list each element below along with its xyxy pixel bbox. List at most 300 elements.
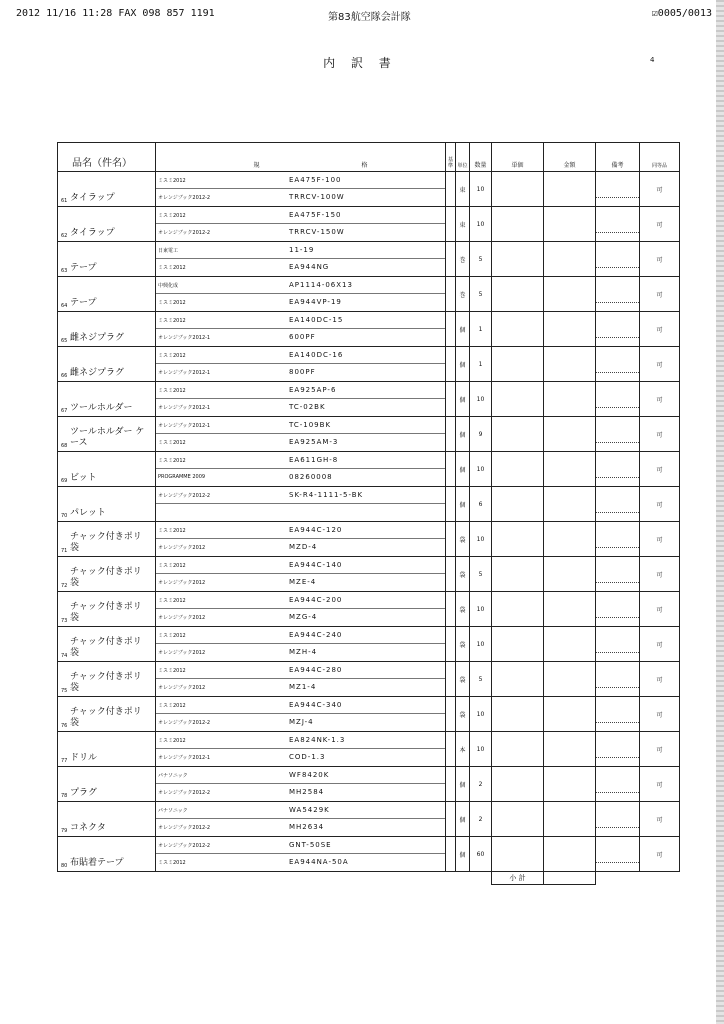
table-row — [58, 172, 691, 207]
spec-line — [156, 609, 445, 625]
same-as-mark: 可 — [640, 662, 680, 697]
item-name: テープ — [70, 263, 97, 273]
item-name: 雌ネジプラグ — [70, 368, 125, 378]
unit-price-cell — [492, 767, 544, 802]
unit-price-cell — [492, 627, 544, 662]
table-row — [58, 382, 691, 417]
remarks-cell — [596, 557, 640, 592]
table-row — [58, 347, 691, 382]
remarks-cell — [596, 837, 640, 872]
spec-maker: ミスミ2012 — [158, 703, 186, 709]
unit-cell: 本 — [456, 732, 470, 767]
approval-cell — [446, 697, 456, 732]
spec-model: TC-109BK — [289, 421, 332, 429]
remarks-line — [596, 216, 639, 233]
approval-cell — [446, 382, 456, 417]
row-number: 75 — [61, 688, 68, 694]
amount-cell — [544, 732, 596, 767]
spec-cell — [156, 417, 446, 452]
subtotal-spacer-right — [596, 872, 680, 885]
spec-model: EA944C-120 — [289, 526, 343, 534]
same-as-mark: 可 — [640, 452, 680, 487]
row-number: 79 — [61, 828, 68, 834]
spec-model: WA5429K — [289, 806, 330, 814]
spec-cell — [156, 627, 446, 662]
spec-maker: オレンジブック2012 — [158, 615, 206, 621]
remarks-line — [596, 846, 639, 863]
fax-header — [10, 6, 716, 22]
table-row — [58, 487, 691, 522]
unit-cell: 個 — [456, 347, 470, 382]
qty-cell: 5 — [470, 242, 492, 277]
spec-cell — [156, 487, 446, 522]
spec-line — [156, 784, 445, 800]
unit-price-cell — [492, 522, 544, 557]
spec-line — [156, 399, 445, 415]
spec-cell — [156, 802, 446, 837]
amount-cell — [544, 312, 596, 347]
qty-cell: 10 — [470, 172, 492, 207]
spec-maker: オレンジブック2012 — [158, 580, 206, 586]
row-number: 71 — [61, 548, 68, 554]
spec-line — [156, 312, 445, 329]
spec-model: WF8420K — [289, 771, 330, 779]
spec-line — [156, 452, 445, 469]
spec-maker: オレンジブック2012-2 — [158, 195, 211, 201]
qty-cell: 9 — [470, 417, 492, 452]
spec-model: 600PF — [289, 333, 316, 341]
spec-maker: ミスミ2012 — [158, 213, 186, 219]
remarks-cell — [596, 312, 640, 347]
spec-line — [156, 714, 445, 730]
item-name: プラグ — [70, 788, 98, 798]
item-name-cell — [58, 207, 156, 242]
unit-cell: 個 — [456, 802, 470, 837]
spec-cell — [156, 277, 446, 312]
item-name: チャック付きポリ 袋 — [70, 707, 142, 728]
spec-model: EA944NG — [289, 263, 330, 271]
item-name: ドリル — [70, 753, 98, 763]
table-row — [58, 417, 691, 452]
spec-maker: オレンジブック2012-1 — [158, 335, 211, 341]
item-name: チャック付きポリ 袋 — [70, 567, 142, 588]
spec-model: 800PF — [289, 368, 316, 376]
spec-cell — [156, 557, 446, 592]
spec-model: EA944C-340 — [289, 701, 343, 709]
spec-model: EA944C-280 — [289, 666, 343, 674]
spec-model: TRRCV-100W — [289, 193, 345, 201]
spec-maker: 日東電工 — [158, 248, 179, 254]
amount-cell — [544, 487, 596, 522]
unit-price-cell — [492, 837, 544, 872]
remarks-line — [596, 321, 639, 338]
item-name-cell — [58, 347, 156, 382]
header-unit-price: 単価 — [492, 143, 544, 172]
spec-line — [156, 347, 445, 364]
same-as-mark: 可 — [640, 837, 680, 872]
subtotal-amount — [544, 872, 596, 885]
itemization-body — [58, 172, 691, 885]
item-name: ツールホルダー — [70, 403, 133, 413]
spec-line — [156, 504, 445, 520]
approval-cell — [446, 487, 456, 522]
unit-price-cell — [492, 557, 544, 592]
header-spec-b: 格 — [361, 162, 368, 169]
row-number: 72 — [61, 583, 68, 589]
remarks-cell — [596, 347, 640, 382]
spec-maker: パナソニック — [158, 808, 188, 814]
spec-line — [156, 417, 445, 434]
spec-maker: ミスミ2012 — [158, 668, 186, 674]
item-name-cell — [58, 837, 156, 872]
amount-cell — [544, 417, 596, 452]
unit-price-cell — [492, 732, 544, 767]
unit-price-cell — [492, 697, 544, 732]
remarks-cell — [596, 452, 640, 487]
amount-cell — [544, 627, 596, 662]
amount-cell — [544, 522, 596, 557]
spec-maker: ミスミ2012 — [158, 353, 186, 359]
remarks-cell — [596, 767, 640, 802]
unit-price-cell — [492, 242, 544, 277]
spec-maker: オレンジブック2012-2 — [158, 230, 211, 236]
remarks-cell — [596, 697, 640, 732]
qty-cell: 10 — [470, 452, 492, 487]
item-name: チャック付きポリ 袋 — [70, 672, 142, 693]
unit-price-cell — [492, 277, 544, 312]
amount-cell — [544, 452, 596, 487]
spec-cell — [156, 312, 446, 347]
header-unit: 単位 — [456, 143, 470, 172]
remarks-line — [596, 811, 639, 828]
item-name-cell — [58, 697, 156, 732]
item-name: 雌ネジプラグ — [70, 333, 125, 343]
table-header-row — [58, 143, 691, 172]
table-row — [58, 207, 691, 242]
remarks-cell — [596, 207, 640, 242]
spec-line — [156, 172, 445, 189]
item-name: コネクタ — [70, 823, 106, 833]
fax-timestamp: 2012 11/16 11:28 FAX 098 857 1191 — [16, 8, 215, 19]
subtotal-spacer — [58, 872, 492, 885]
table-row — [58, 732, 691, 767]
amount-cell — [544, 242, 596, 277]
table-row — [58, 662, 691, 697]
row-number: 73 — [61, 618, 68, 624]
row-number: 63 — [61, 268, 68, 274]
remarks-line — [596, 776, 639, 793]
remarks-cell — [596, 382, 640, 417]
spec-model: EA140DC-16 — [289, 351, 344, 359]
approval-cell — [446, 452, 456, 487]
table-row — [58, 242, 691, 277]
spec-line — [156, 189, 445, 205]
spec-maker: オレンジブック2012-2 — [158, 843, 211, 849]
item-name-cell — [58, 452, 156, 487]
same-as-mark: 可 — [640, 277, 680, 312]
remarks-line — [596, 426, 639, 443]
table-row — [58, 627, 691, 662]
remarks-cell — [596, 172, 640, 207]
item-name-cell — [58, 802, 156, 837]
item-name-cell — [58, 487, 156, 522]
page-title: 内 訳 書 — [323, 56, 397, 70]
remarks-line — [596, 251, 639, 268]
spec-model: AP1114-06X13 — [289, 281, 353, 289]
spec-line — [156, 802, 445, 819]
spec-maker: オレンジブック2012 — [158, 685, 206, 691]
spec-model: 08260008 — [289, 473, 333, 481]
spec-maker: ミスミ2012 — [158, 598, 186, 604]
item-name: タイラップ — [70, 193, 115, 203]
spec-cell — [156, 837, 446, 872]
spec-line — [156, 749, 445, 765]
spec-maker: オレンジブック2012-2 — [158, 825, 211, 831]
qty-cell: 1 — [470, 347, 492, 382]
qty-cell: 1 — [470, 312, 492, 347]
item-name-cell — [58, 172, 156, 207]
header-same-as: 同等品 — [640, 143, 680, 172]
spec-cell — [156, 242, 446, 277]
item-name: チャック付きポリ 袋 — [70, 637, 142, 658]
row-number: 68 — [61, 443, 68, 449]
qty-cell: 5 — [470, 277, 492, 312]
spec-model: EA140DC-15 — [289, 316, 344, 324]
spec-model: EA944NA-50A — [289, 858, 349, 866]
spec-model: EA824NK-1.3 — [289, 736, 346, 744]
subtotal-row — [58, 872, 691, 885]
same-as-mark: 可 — [640, 802, 680, 837]
table-row — [58, 522, 691, 557]
unit-price-cell — [492, 592, 544, 627]
spec-cell — [156, 767, 446, 802]
unit-cell: 袋 — [456, 592, 470, 627]
same-as-mark: 可 — [640, 347, 680, 382]
unit-price-cell — [492, 172, 544, 207]
spec-model: 11-19 — [289, 246, 315, 254]
header-qty: 数量 — [470, 143, 492, 172]
row-number: 69 — [61, 478, 68, 484]
same-as-mark: 可 — [640, 732, 680, 767]
remarks-cell — [596, 417, 640, 452]
spec-line — [156, 207, 445, 224]
item-name-cell — [58, 592, 156, 627]
spec-maker: PROGRAMME 2009 — [158, 474, 206, 480]
approval-cell — [446, 592, 456, 627]
item-name-cell — [58, 662, 156, 697]
spec-line — [156, 854, 445, 870]
spec-cell — [156, 347, 446, 382]
approval-cell — [446, 802, 456, 837]
remarks-line — [596, 496, 639, 513]
approval-cell — [446, 627, 456, 662]
qty-cell: 5 — [470, 557, 492, 592]
qty-cell: 5 — [470, 662, 492, 697]
qty-cell: 60 — [470, 837, 492, 872]
spec-model: MH2634 — [289, 823, 325, 831]
approval-cell — [446, 312, 456, 347]
spec-line — [156, 679, 445, 695]
row-number: 64 — [61, 303, 68, 309]
subtotal-label: 小 計 — [492, 872, 544, 885]
row-number: 66 — [61, 373, 68, 379]
same-as-mark: 可 — [640, 522, 680, 557]
table-row — [58, 592, 691, 627]
remarks-cell — [596, 627, 640, 662]
header-name: 品名（件名） — [58, 143, 156, 172]
spec-model: EA925AP-6 — [289, 386, 337, 394]
spec-maker: パナソニック — [158, 773, 188, 779]
spec-model: SK-R4-1111-5-BK — [289, 491, 364, 499]
amount-cell — [544, 557, 596, 592]
amount-cell — [544, 382, 596, 417]
qty-cell: 2 — [470, 802, 492, 837]
amount-cell — [544, 592, 596, 627]
spec-line — [156, 574, 445, 590]
spec-line — [156, 557, 445, 574]
spec-line — [156, 662, 445, 679]
spec-line — [156, 242, 445, 259]
item-name-cell — [58, 627, 156, 662]
approval-cell — [446, 662, 456, 697]
spec-maker: ミスミ2012 — [158, 318, 186, 324]
spec-model: MZG-4 — [289, 613, 318, 621]
spec-line — [156, 224, 445, 240]
remarks-line — [596, 566, 639, 583]
same-as-mark: 可 — [640, 312, 680, 347]
same-as-mark: 可 — [640, 697, 680, 732]
item-name-cell — [58, 522, 156, 557]
approval-cell — [446, 767, 456, 802]
same-as-mark: 可 — [640, 557, 680, 592]
qty-cell: 10 — [470, 627, 492, 662]
table-row — [58, 697, 691, 732]
qty-cell: 10 — [470, 207, 492, 242]
spec-cell — [156, 732, 446, 767]
unit-price-cell — [492, 382, 544, 417]
remarks-cell — [596, 277, 640, 312]
spec-maker: ミスミ2012 — [158, 265, 186, 271]
unit-cell: 束 — [456, 207, 470, 242]
spec-line — [156, 627, 445, 644]
scan-edge — [716, 0, 724, 1024]
same-as-mark: 可 — [640, 242, 680, 277]
unit-price-cell — [492, 312, 544, 347]
spec-model: EA944VP-19 — [289, 298, 342, 306]
fax-page-counter: ☑0005/0013 — [651, 8, 712, 19]
spec-cell — [156, 382, 446, 417]
same-as-mark: 可 — [640, 767, 680, 802]
spec-model: MZ1-4 — [289, 683, 317, 691]
spec-maker: ミスミ2012 — [158, 528, 186, 534]
spec-model: EA475F-150 — [289, 211, 342, 219]
table-row — [58, 557, 691, 592]
header-approval: 基準 — [446, 143, 456, 172]
spec-line — [156, 382, 445, 399]
table-row — [58, 277, 691, 312]
same-as-mark: 可 — [640, 417, 680, 452]
fax-sender: 第83航空隊会計隊 — [328, 12, 411, 23]
same-as-mark: 可 — [640, 207, 680, 242]
row-number: 70 — [61, 513, 68, 519]
row-number: 76 — [61, 723, 68, 729]
row-number: 77 — [61, 758, 68, 764]
item-name: チャック付きポリ 袋 — [70, 532, 142, 553]
unit-price-cell — [492, 452, 544, 487]
remarks-line — [596, 356, 639, 373]
spec-model: EA944C-200 — [289, 596, 343, 604]
spec-cell — [156, 697, 446, 732]
spec-model: COD-1.3 — [289, 753, 326, 761]
unit-cell: 束 — [456, 172, 470, 207]
spec-cell — [156, 662, 446, 697]
remarks-cell — [596, 487, 640, 522]
approval-cell — [446, 837, 456, 872]
spec-line — [156, 837, 445, 854]
spec-maker: ミスミ2012 — [158, 300, 186, 306]
spec-maker: ミスミ2012 — [158, 458, 186, 464]
spec-model: EA475F-100 — [289, 176, 342, 184]
unit-cell: 個 — [456, 382, 470, 417]
spec-model: EA611GH-8 — [289, 456, 339, 464]
header-remarks: 備考 — [596, 143, 640, 172]
spec-maker: ミスミ2012 — [158, 633, 186, 639]
approval-cell — [446, 347, 456, 382]
qty-cell: 10 — [470, 522, 492, 557]
approval-cell — [446, 732, 456, 767]
approval-cell — [446, 172, 456, 207]
qty-cell: 10 — [470, 592, 492, 627]
spec-maker: オレンジブック2012-1 — [158, 423, 211, 429]
item-name-cell — [58, 277, 156, 312]
amount-cell — [544, 837, 596, 872]
row-number: 65 — [61, 338, 68, 344]
unit-price-cell — [492, 417, 544, 452]
unit-cell: 巻 — [456, 242, 470, 277]
spec-line — [156, 644, 445, 660]
amount-cell — [544, 697, 596, 732]
unit-price-cell — [492, 207, 544, 242]
spec-model: MZH-4 — [289, 648, 318, 656]
spec-line — [156, 364, 445, 380]
spec-maker: ミスミ2012 — [158, 440, 186, 446]
spec-cell — [156, 172, 446, 207]
item-name-cell — [58, 767, 156, 802]
item-name-cell — [58, 557, 156, 592]
amount-cell — [544, 662, 596, 697]
unit-cell: 個 — [456, 312, 470, 347]
remarks-line — [596, 531, 639, 548]
item-name: チャック付きポリ 袋 — [70, 602, 142, 623]
remarks-line — [596, 636, 639, 653]
same-as-mark: 可 — [640, 627, 680, 662]
spec-cell — [156, 207, 446, 242]
item-name: タイラップ — [70, 228, 115, 238]
same-as-mark: 可 — [640, 592, 680, 627]
qty-cell: 10 — [470, 382, 492, 417]
amount-cell — [544, 767, 596, 802]
spec-maker: ミスミ2012 — [158, 860, 186, 866]
approval-cell — [446, 417, 456, 452]
itemization-table — [57, 142, 691, 885]
spec-model: EA944C-140 — [289, 561, 343, 569]
item-name: テープ — [70, 298, 97, 308]
row-number: 74 — [61, 653, 68, 659]
remarks-cell — [596, 522, 640, 557]
qty-cell: 10 — [470, 732, 492, 767]
unit-cell: 個 — [456, 487, 470, 522]
row-number: 62 — [61, 233, 68, 239]
